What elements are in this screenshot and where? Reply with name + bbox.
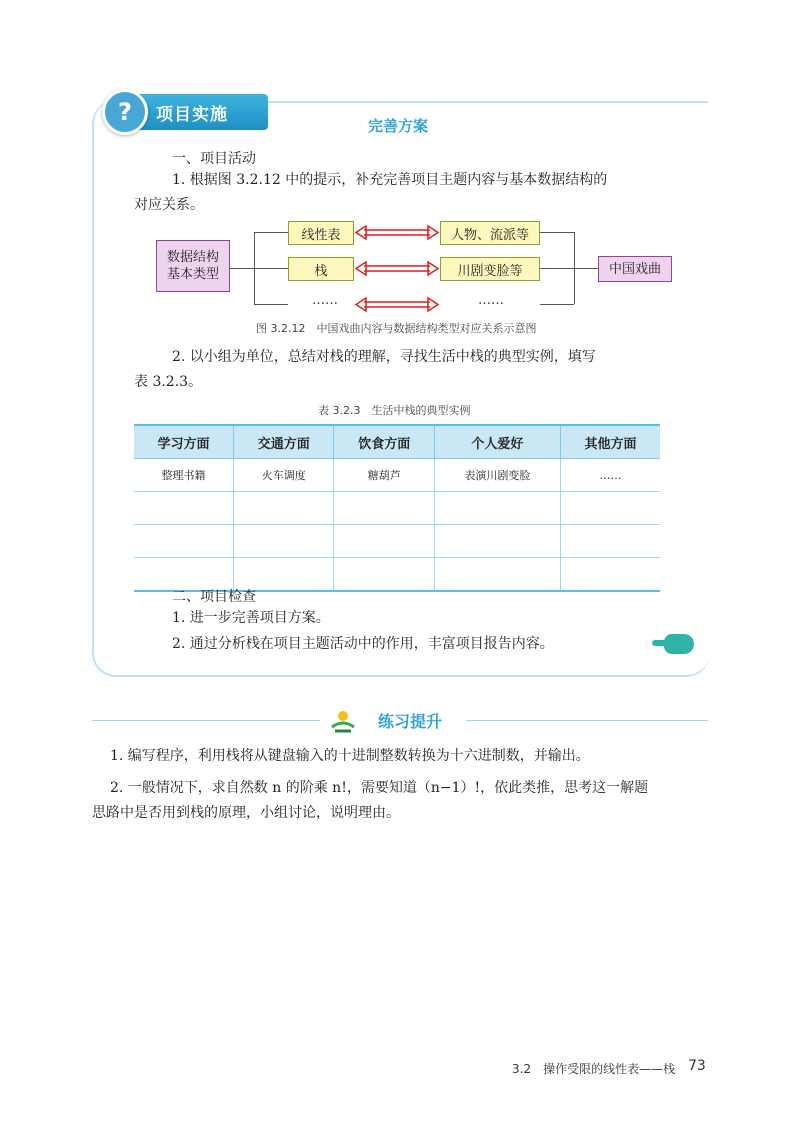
question-icon: ?	[102, 89, 148, 135]
activity-item-1-cont: 对应关系。	[134, 197, 204, 213]
table-row	[134, 459, 660, 492]
connector-line	[540, 304, 574, 305]
connector-line	[574, 268, 598, 269]
check-item-1: 1. 进一步完善项目方案。	[172, 610, 330, 626]
table-cell	[134, 492, 234, 525]
table-cell: 整理书籍	[134, 459, 234, 492]
chinese-opera-box: 中国戏曲	[598, 256, 672, 282]
table-cell	[560, 525, 660, 558]
connector-line	[230, 268, 254, 269]
connector-line	[540, 268, 574, 269]
activity-item-2: 2. 以小组为单位，总结对栈的理解，寻找生活中栈的典型实例，填写	[172, 349, 596, 365]
header-hobby: 个人爱好	[434, 425, 560, 459]
badge-label: 项目实施	[156, 104, 228, 125]
pointing-hand-icon	[664, 634, 694, 654]
activity-heading: 一、项目活动	[172, 151, 256, 167]
table-row	[134, 525, 660, 558]
table-cell: ……	[560, 459, 660, 492]
structure-stack: 栈	[288, 257, 354, 281]
frame-top-line	[262, 101, 708, 103]
header-food: 饮食方面	[334, 425, 434, 459]
structure-more: ……	[312, 293, 338, 308]
table-cell	[434, 558, 560, 592]
content-characters: 人物、流派等	[440, 221, 540, 245]
table-cell	[334, 492, 434, 525]
examples-table	[134, 424, 660, 592]
table-cell: 火车调度	[234, 459, 334, 492]
table-cell	[560, 558, 660, 592]
double-arrows	[354, 220, 440, 316]
diagram-caption: 图 3.2.12 中国戏曲内容与数据结构类型对应关系示意图	[256, 322, 537, 335]
practice-rule-right	[466, 720, 708, 721]
practice-item-2: 2. 一般情况下，求自然数 n 的阶乘 n!，需要知道（n−1）!，依此类推，思考这一解题	[110, 780, 649, 796]
structure-linear-list: 线性表	[288, 221, 354, 245]
data-structure-line-1: 数据结构	[166, 250, 219, 265]
footer-chapter: 3.2 操作受限的线性表——栈	[512, 1062, 676, 1076]
connector-line	[254, 232, 288, 233]
practice-title: 练习提升	[378, 712, 443, 731]
page-number: 73	[688, 1058, 706, 1074]
practice-item-2-cont: 思路中是否用到栈的原理，小组讨论，说明理由。	[92, 805, 400, 821]
section-subtitle: 完善方案	[368, 117, 429, 135]
check-item-2: 2. 通过分析栈在项目主题活动中的作用，丰富项目报告内容。	[172, 636, 554, 652]
project-badge	[108, 94, 268, 130]
table-cell	[434, 525, 560, 558]
table-row	[134, 492, 660, 525]
table-cell	[434, 492, 560, 525]
table-cell	[234, 492, 334, 525]
activity-item-1: 1. 根据图 3.2.12 中的提示，补充完善项目主题内容与基本数据结构的	[172, 172, 608, 188]
content-more: ……	[478, 293, 504, 308]
table-cell	[234, 525, 334, 558]
table-cell: 表演川剧变脸	[434, 459, 560, 492]
connector-line	[540, 232, 574, 233]
practice-rule-left	[92, 720, 320, 721]
header-traffic: 交通方面	[234, 425, 334, 459]
data-structure-box	[156, 240, 230, 292]
table-cell	[334, 558, 434, 592]
header-study: 学习方面	[134, 425, 234, 459]
sprout-icon	[330, 707, 356, 733]
data-structure-line-2: 基本类型	[166, 267, 219, 282]
table-cell	[560, 492, 660, 525]
table-caption: 表 3.2.3 生活中栈的典型实例	[318, 404, 471, 417]
content-face-changing: 川剧变脸等	[440, 257, 540, 281]
table-cell: 糖葫芦	[334, 459, 434, 492]
practice-item-1: 1. 编写程序，利用栈将从键盘输入的十进制整数转换为十六进制数，并输出。	[110, 748, 590, 764]
connector-line	[254, 304, 288, 305]
activity-item-2-cont: 表 3.2.3。	[134, 374, 203, 390]
table-header-row	[134, 425, 660, 459]
table-cell	[334, 525, 434, 558]
header-other: 其他方面	[560, 425, 660, 459]
connector-line	[254, 268, 288, 269]
table-cell	[134, 525, 234, 558]
check-heading: 二、项目检查	[172, 589, 256, 605]
